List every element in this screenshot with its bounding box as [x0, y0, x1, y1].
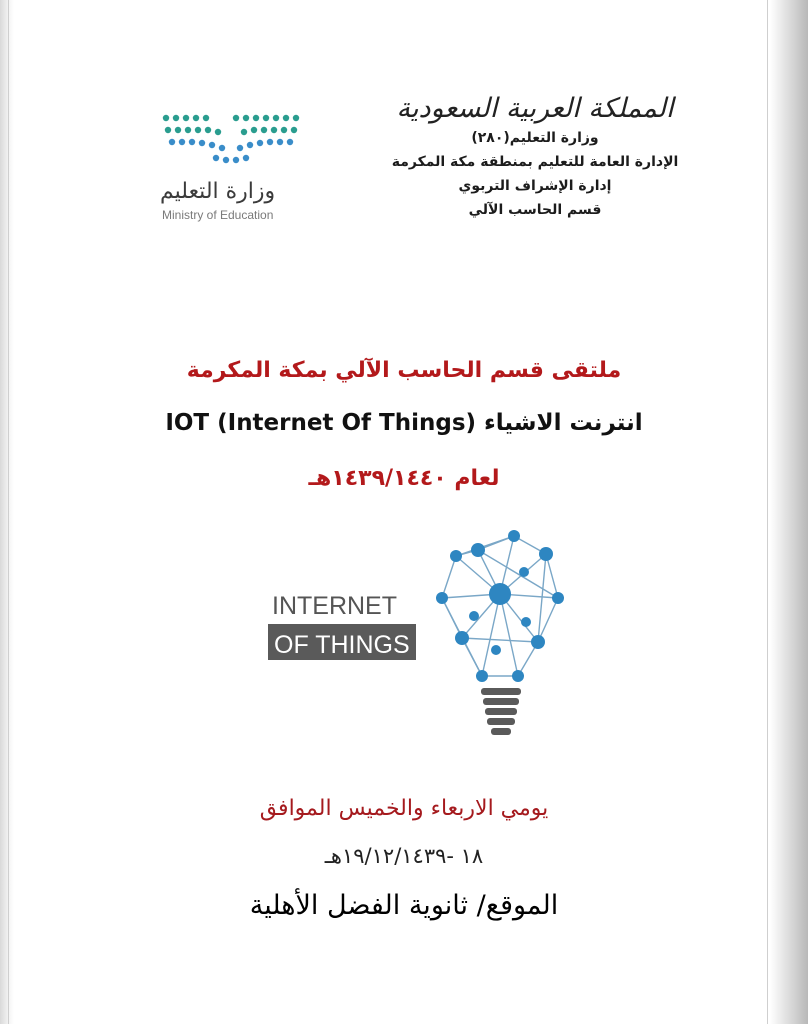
year-line: لعام ١٤٣٩/١٤٤٠هـ: [308, 466, 500, 491]
lightbulb-network-icon: [436, 530, 564, 735]
logo-english-text: Ministry of Education: [162, 208, 274, 222]
days-line: يومي الاربعاء والخميس الموافق: [259, 796, 549, 821]
kingdom-name: المملكة العربية السعودية: [396, 93, 674, 124]
directorate-line: الإدارة العامة للتعليم بمنطقة مكة المكرمة: [391, 154, 679, 170]
ministry-logo: [156, 110, 316, 222]
graphic-text-internet: INTERNET: [272, 592, 397, 620]
logo-arabic-text: وزارة التعليم: [160, 179, 276, 204]
iot-graphic: [268, 526, 568, 746]
forum-title: ملتقى قسم الحاسب الآلي بمكة المكرمة: [186, 358, 622, 383]
header-block: [370, 92, 700, 222]
dates-line: ١٨ -١٩/١٢/١٤٣٩هـ: [324, 844, 484, 868]
graphic-text-of-things: OF THINGS: [274, 631, 410, 659]
iot-title: انترنت الاشياء IOT (Internet Of Things): [165, 410, 643, 436]
ministry-dots-icon: [156, 110, 306, 168]
ministry-line: وزارة التعليم(٢٨٠): [471, 130, 599, 146]
department-line: قسم الحاسب الآلي: [468, 202, 602, 218]
page-shadow-right: [770, 0, 808, 1024]
supervision-line: إدارة الإشراف التربوي: [458, 178, 612, 194]
venue-line: الموقع/ ثانوية الفضل الأهلية: [249, 890, 559, 921]
